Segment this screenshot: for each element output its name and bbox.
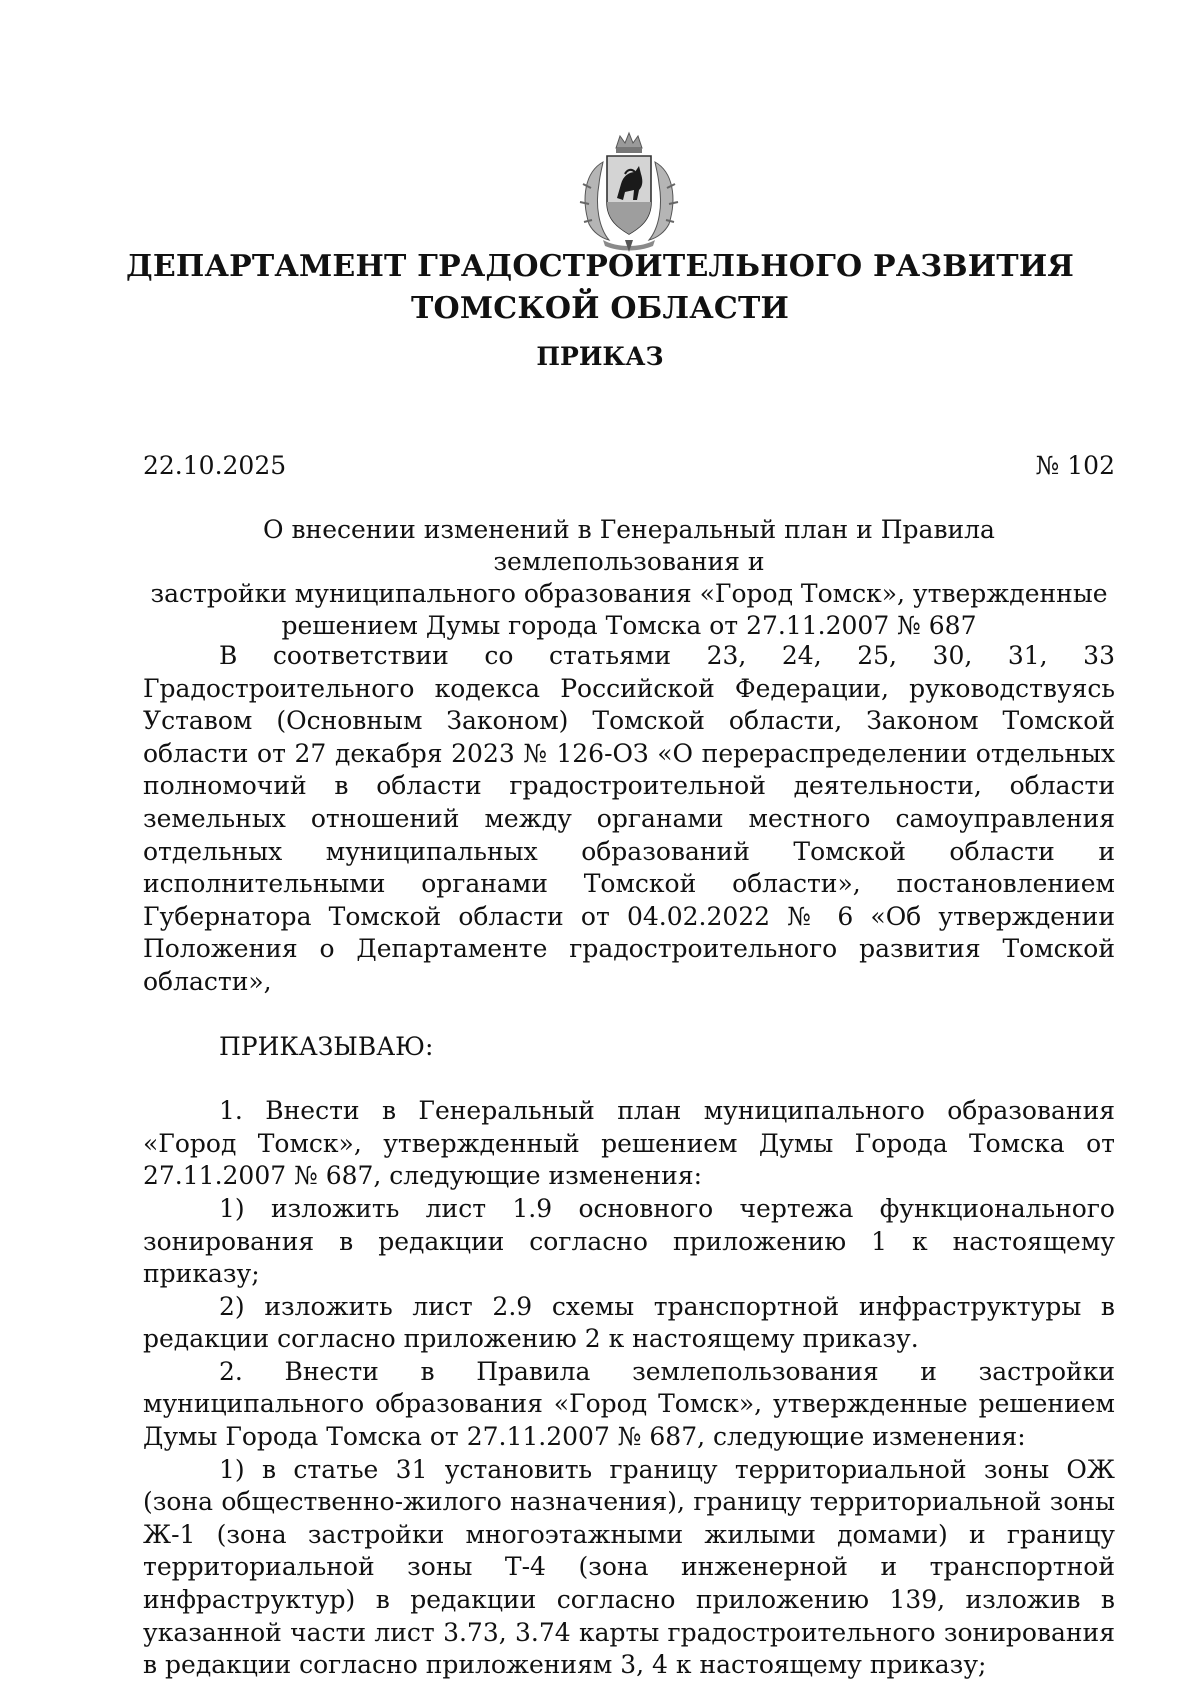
- item-1-subitem-2: 2) изложить лист 2.9 схемы транспортной инфраструктуры в редакции согласно приложению 2 к настоящему приказу.: [143, 1291, 1115, 1354]
- item-2: 2. Внести в Правила землепользования и застройки муниципального образования «Город Томск», утвержденные решением Думы Города Томска от 27.11.2007 № 687, следующие изменения:: [143, 1356, 1115, 1452]
- subject-line: решением Думы города Томска от 27.11.2007 № 687: [281, 611, 977, 640]
- document-type: ПРИКАЗ: [536, 342, 664, 371]
- preamble-paragraph: В соответствии со статьями 23, 24, 25, 30, 31, 33 Градостроительного кодекса Российской Федерации, руководствуясь Уставом (Основным Законом) Томской области, Законом Томской области от 27 декабря 2023 № 126-ОЗ «О перераспределении отдельных полномочий в области градостроительной деятельности, области земельных отношений между органами местного самоуправления отдельных муниципальных образований Томской области и исполнительными органами Томской области», постановлением Губернатора Томской области от 04.02.2022 № 6 «Об утверждении Положения о Департаменте градостроительного развития Томской области»,: [143, 641, 1115, 996]
- tomsk-oblast-coat-of-arms-icon: [573, 128, 685, 256]
- subject-line: застройки муниципального образования «Город Томск», утвержденные: [150, 579, 1108, 608]
- document-subject: [143, 514, 1115, 642]
- organization-title: [0, 246, 1200, 330]
- organization-title-line-2: ТОМСКОЙ ОБЛАСТИ: [410, 291, 790, 326]
- document-number: № 102: [1035, 451, 1115, 480]
- document-body: [143, 640, 1115, 1682]
- order-word: ПРИКАЗЫВАЮ:: [219, 1031, 434, 1061]
- document-date: 22.10.2025: [143, 451, 287, 480]
- subject-line: О внесении изменений в Генеральный план и Правила землепользования и: [263, 515, 995, 576]
- item-2-subitem-1: 1) в статье 31 установить границу территориальной зоны ОЖ (зона общественно-жилого назначения), границу территориальной зоны Ж-1 (зона застройки многоэтажными жилыми домами) и границу территориальной зоны Т-4 (зона инженерной и транспортной инфраструктур) в редакции согласно приложению 139, изложив в указанной части лист 3.73, 3.74 карты градостроительного зонирования в редакции согласно приложениям 3, 4 к настоящему приказу;: [143, 1454, 1115, 1680]
- organization-title-line-1: ДЕПАРТАМЕНТ ГРАДОСТРОИТЕЛЬНОГО РАЗВИТИЯ: [125, 249, 1075, 284]
- item-1: 1. Внести в Генеральный план муниципального образования «Город Томск», утвержденный решением Думы Города Томска от 27.11.2007 № 687, следующие изменения:: [143, 1096, 1115, 1191]
- item-1-subitem-1: 1) изложить лист 1.9 основного чертежа функционального зонирования в редакции согласно приложению 1 к настоящему приказу;: [143, 1193, 1115, 1289]
